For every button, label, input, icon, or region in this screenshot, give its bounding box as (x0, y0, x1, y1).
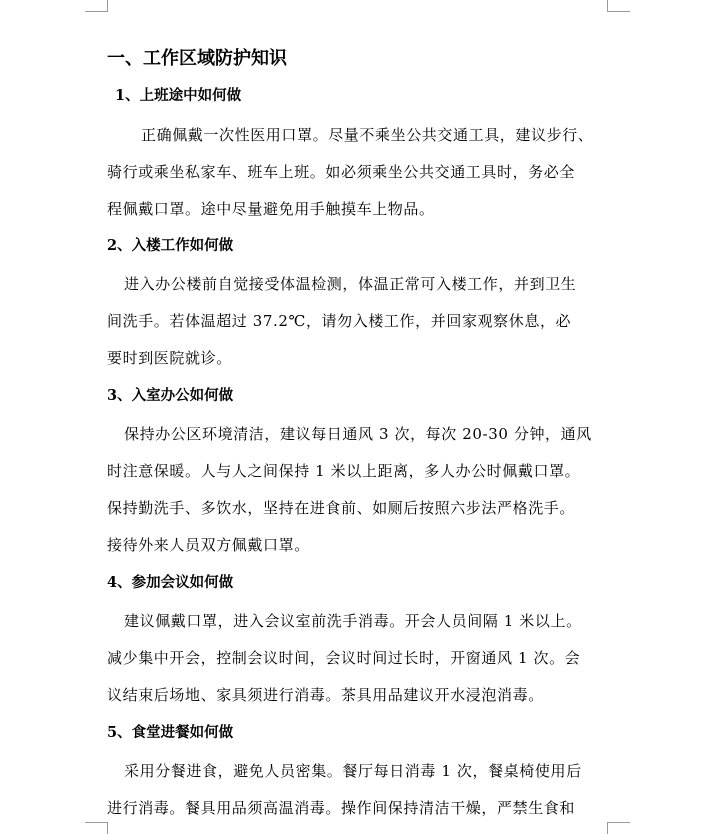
section-title-2: 2、入楼工作如何做 (107, 237, 234, 254)
paragraph-line: 接待外来人员双方佩戴口罩。 (107, 536, 310, 554)
paragraph-line: 间洗手。若体温超过 37.2℃，请勿入楼工作，并回家观察休息，必 (107, 312, 572, 330)
paragraph-line: 减少集中开会，控制会议时间，会议时间过长时，开窗通风 1 次。会 (107, 649, 581, 667)
paragraph-line: 建议佩戴口罩，进入会议室前洗手消毒。开会人员间隔 1 米以上。 (124, 612, 582, 630)
paragraph-line: 进行消毒。餐具用品须高温消毒。操作间保持清洁干燥，严禁生食和 (107, 799, 576, 817)
paragraph-line: 程佩戴口罩。途中尽量避免用手触摸车上物品。 (107, 200, 435, 218)
paragraph-line: 要时到医院就诊。 (107, 349, 232, 367)
paragraph-line: 时注意保暖。人与人之间保持 1 米以上距离，多人办公时佩戴口罩。 (107, 462, 581, 480)
section-title-4: 4、参加会议如何做 (107, 574, 234, 591)
paragraph-line: 正确佩戴一次性医用口罩。尽量不乘坐公共交通工具，建议步行、 (141, 126, 594, 144)
crop-mark-top-left-h (85, 11, 107, 12)
main-heading: 一、工作区域防护知识 (107, 48, 287, 69)
paragraph-line: 保持勤洗手、多饮水，坚持在进食前、如厕后按照六步法严格洗手。 (107, 499, 576, 517)
paragraph-line: 议结束后场地、家具须进行消毒。茶具用品建议开水浸泡消毒。 (107, 686, 544, 704)
crop-mark-top-left (107, 0, 108, 12)
crop-mark-bottom-left (107, 822, 108, 834)
crop-mark-bottom-left-h (85, 822, 107, 823)
paragraph-line: 采用分餐进食，避免人员密集。餐厅每日消毒 1 次，餐桌椅使用后 (124, 762, 582, 780)
paragraph-line: 保持办公区环境清洁，建议每日通风 3 次，每次 20-30 分钟，通风 (124, 425, 592, 443)
crop-mark-bottom-right-h (608, 822, 630, 823)
section-title-5: 5、食堂进餐如何做 (107, 724, 234, 741)
section-title-3: 3、入室办公如何做 (107, 387, 234, 404)
paragraph-line: 骑行或乘坐私家车、班车上班。如必须乘坐公共交通工具时，务必全 (107, 163, 576, 181)
paragraph-line: 进入办公楼前自觉接受体温检测，体温正常可入楼工作，并到卫生 (124, 275, 577, 293)
crop-mark-top-right-h (608, 11, 630, 12)
section-title-1: 1、上班途中如何做 (115, 87, 242, 104)
crop-mark-bottom-right (607, 822, 608, 834)
